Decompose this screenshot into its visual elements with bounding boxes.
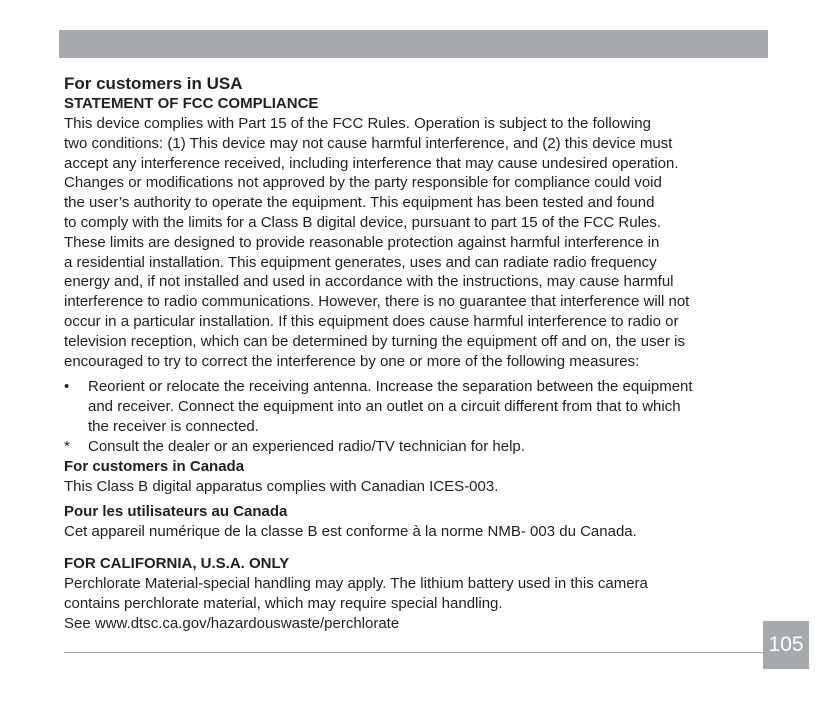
paragraph-line: to comply with the limits for a Class B digital device, pursuant to part 15 of the FCC Rules. xyxy=(64,213,661,231)
paragraph-line: These limits are designed to provide reasonable protection against harmful interference in xyxy=(64,233,660,251)
heading-customers-canada: For customers in Canada xyxy=(64,457,245,475)
paragraph-line: interference to radio communications. However, there is no guarantee that interference will not xyxy=(64,293,690,311)
paragraph-line: accept any interference received, including interference that may cause undesired operation. xyxy=(64,154,679,172)
paragraph-line: energy and, if not installed and used in accordance with the instructions, may cause harmful xyxy=(64,273,674,291)
bullet-icon: • xyxy=(64,378,70,396)
asterisk-icon: * xyxy=(64,437,70,455)
measures-list xyxy=(64,377,764,456)
paragraph-line: This device complies with Part 15 of the FCC Rules. Operation is subject to the following xyxy=(64,115,651,132)
heading-customers-usa: For customers in USA xyxy=(64,74,243,93)
list-item-line: and receiver. Connect the equipment into an outlet on a circuit different from that to which xyxy=(88,398,681,416)
paragraph-line: See www.dtsc.ca.gov/hazardouswaste/perchlorate xyxy=(64,614,400,632)
footer-divider xyxy=(64,652,763,653)
list-item-line: Reorient or relocate the receiving antenna. Increase the separation between the equipment xyxy=(88,378,693,396)
list-item xyxy=(64,377,764,436)
paragraph-line: the user’s authority to operate the equipment. This equipment has been tested and found xyxy=(64,194,655,212)
list-item xyxy=(64,437,764,457)
list-item-text xyxy=(88,377,764,436)
heading-utilisateurs-canada: Pour les utilisateurs au Canada xyxy=(64,503,288,521)
list-item-line: the receiver is connected. xyxy=(88,417,259,435)
paragraph-line: two conditions: (1) This device may not cause harmful interference, and (2) this device must xyxy=(64,134,673,152)
header-bar xyxy=(59,30,768,58)
page-number: 105 xyxy=(763,621,809,669)
heading-fcc-statement: STATEMENT OF FCC COMPLIANCE xyxy=(64,95,319,112)
paragraph-line: occur in a particular installation. If this equipment does cause harmful interference to radio or xyxy=(64,312,679,330)
paragraph-line: contains perchlorate material, which may require special handling. xyxy=(64,594,503,612)
heading-california: FOR CALIFORNIA, U.S.A. ONLY xyxy=(64,555,290,573)
paragraph-line: a residential installation. This equipment generates, uses and can radiate radio frequency xyxy=(64,253,657,271)
canada-fr-text: Cet appareil numérique de la classe B est conforme à la norme NMB- 003 du Canada. xyxy=(64,523,637,541)
page-content xyxy=(64,73,764,634)
list-item-line: Consult the dealer or an experienced radio/TV technician for help. xyxy=(88,437,525,455)
paragraph-line: encouraged to try to correct the interference by one or more of the following measures: xyxy=(64,352,640,370)
paragraph-line: Perchlorate Material-special handling may apply. The lithium battery used in this camera xyxy=(64,575,648,593)
california-paragraph xyxy=(64,574,764,633)
list-item-text xyxy=(88,437,764,457)
paragraph-line: television reception, which can be determined by turning the equipment off and on, the user is xyxy=(64,332,685,350)
paragraph-line: Changes or modifications not approved by the party responsible for compliance could void xyxy=(64,174,662,192)
fcc-statement-paragraph xyxy=(64,114,764,371)
canada-text: This Class B digital apparatus complies with Canadian ICES-003. xyxy=(64,477,499,495)
